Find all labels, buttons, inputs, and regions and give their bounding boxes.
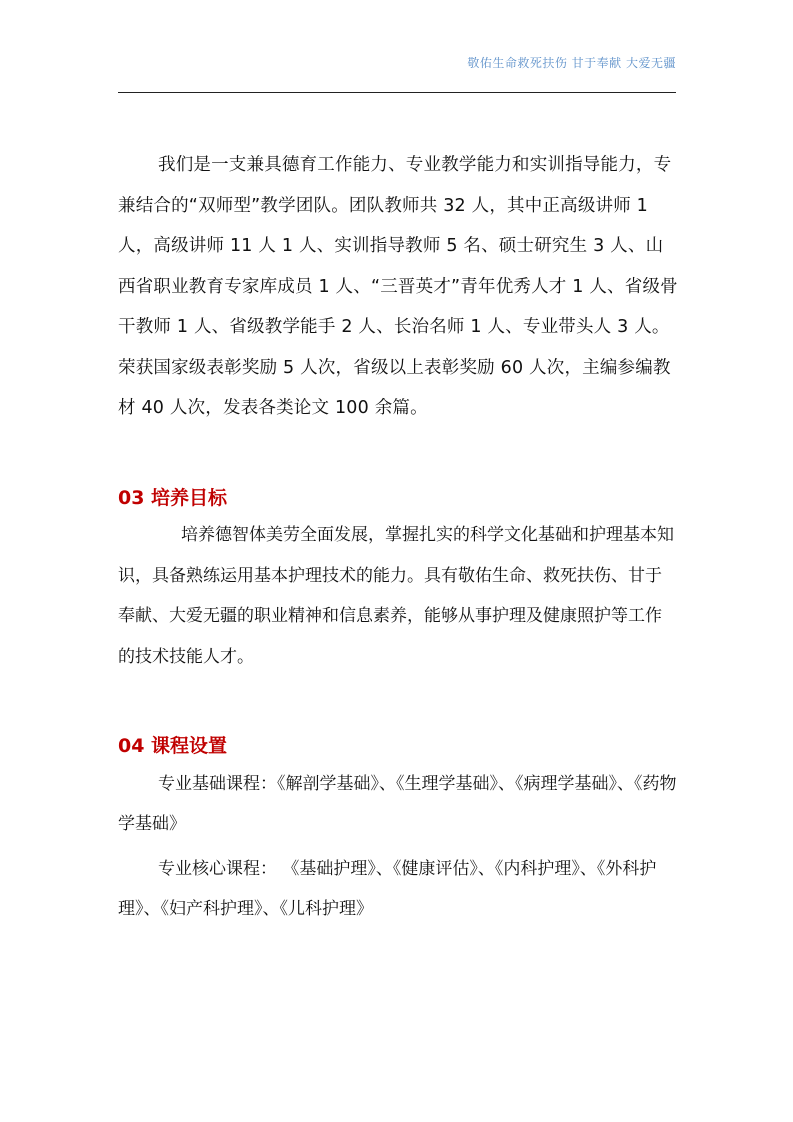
section-heading-courses: 04 课程设置 bbox=[118, 735, 228, 757]
core-courses-text: 专业核心课程： 《基础护理》、《健康评估》、《内科护理》、《外科护理》、《妇产科护理》、《儿科护理》 bbox=[118, 859, 657, 919]
basic-courses-text: 专业基础课程：《解剖学基础》、《生理学基础》、《病理学基础》、《药物学基础》 bbox=[118, 774, 677, 834]
team-paragraph: 我们是一支兼具德育工作能力、专业教学能力和实训指导能力，专兼结合的“双师型”教学团队。团队教师共 32 人，其中正高级讲师 1 人，高级讲师 11 人 1 人、实训指导教师 5 名、硕士研究生 3 人、山西省职业教育专家库成员 1 人、“三晋英才”青年优秀人才 1 人、省级骨干教师 1 人、省级教学能手 2 人、长治名师 1 人、专业带头人 3 人。荣获国家级表彰奖励 5 人次，省级以上表彰奖励 60 人次，主编参编教材 40 人次，发表各类论文 100 余篇。 bbox=[118, 155, 678, 418]
header-motto: 敬佑生命救死扶伤 甘于奉献 大爱无疆 bbox=[467, 56, 676, 70]
training-goals-paragraph: 培养德智体美劳全面发展，掌握扎实的科学文化基础和护理基本知识，具备熟练运用基本护理技术的能力。具有敬佑生命、救死扶伤、甘于奉献、大爱无疆的职业精神和信息素养，能够从事护理及健康照护等工作的技术技能人才。 bbox=[118, 525, 674, 667]
header-divider bbox=[118, 92, 676, 93]
section-heading-training-goals: 03 培养目标 bbox=[118, 487, 228, 509]
